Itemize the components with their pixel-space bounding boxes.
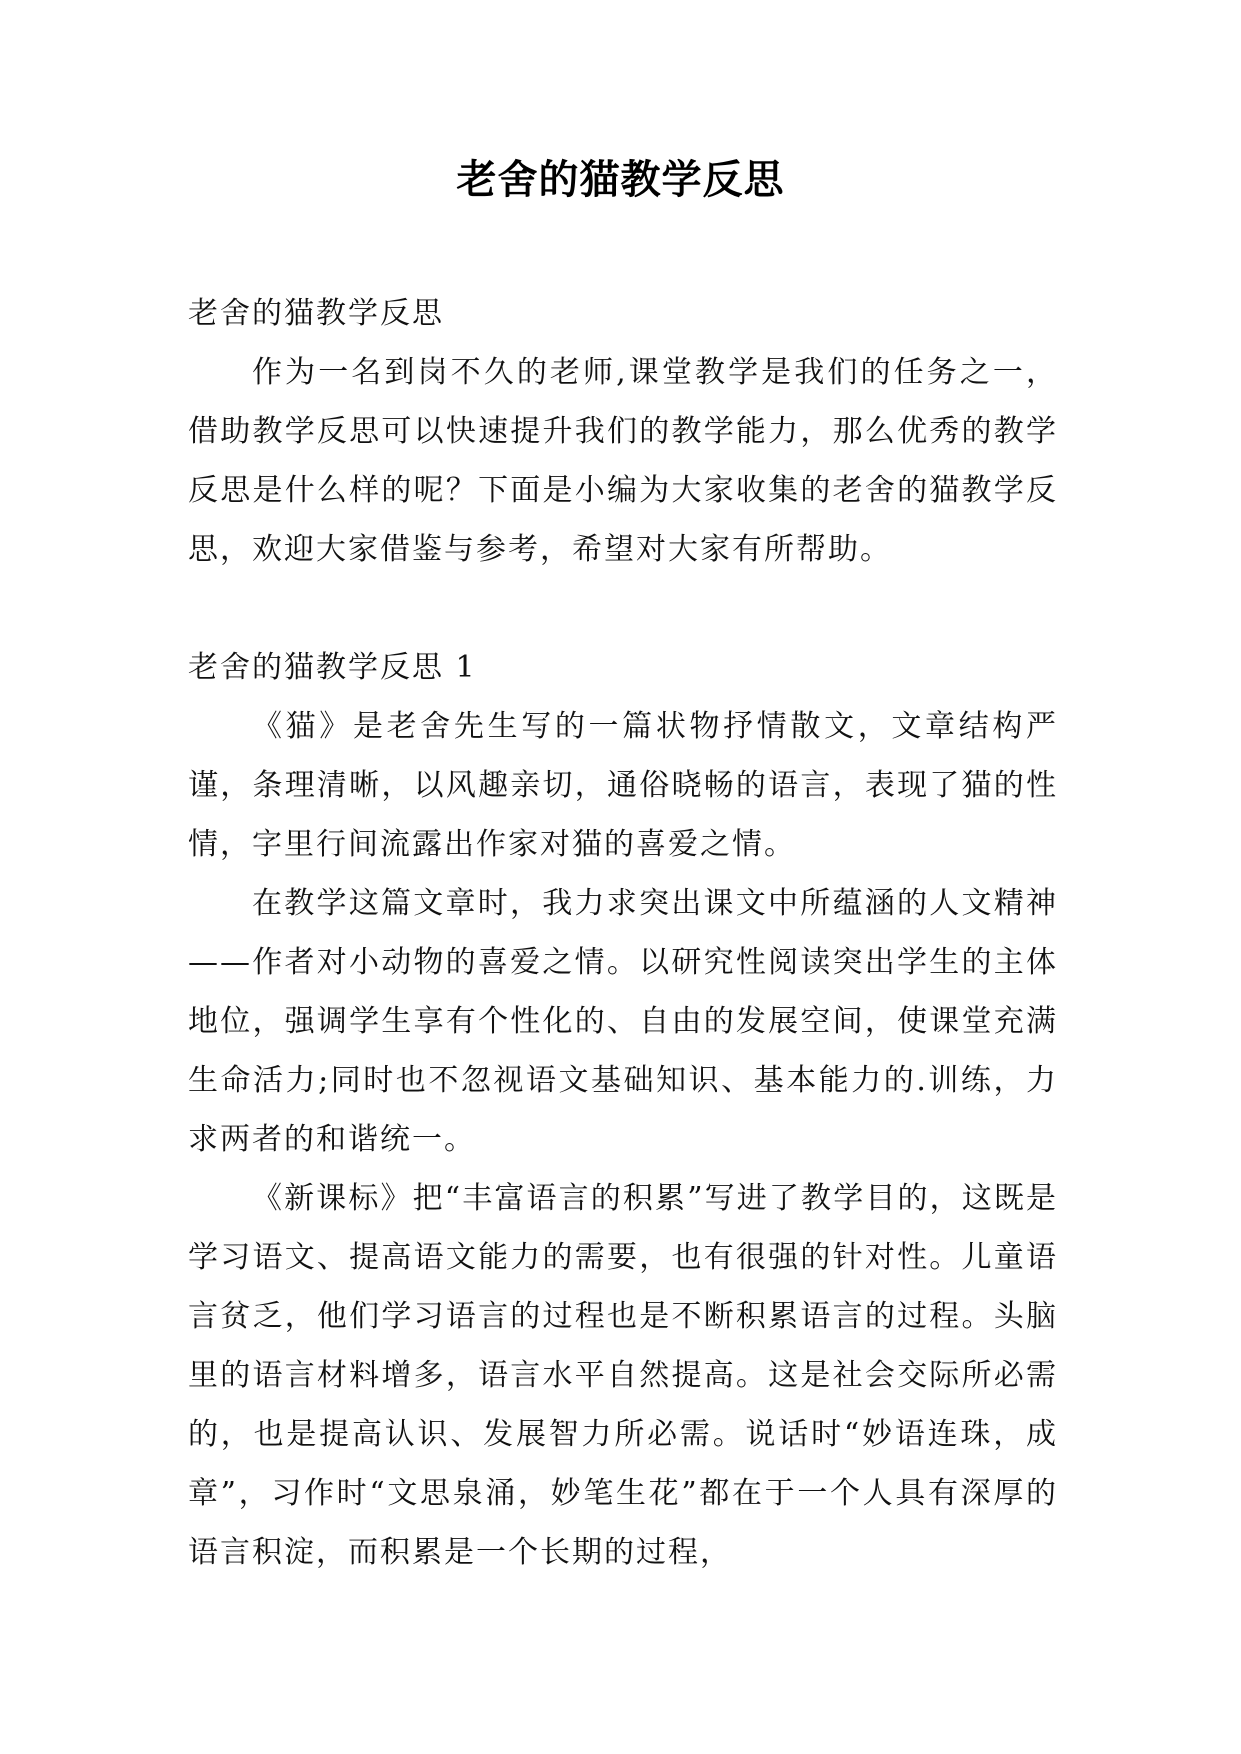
section-gap [188, 579, 1058, 638]
intro-paragraph: 作为一名到岗不久的老师,课堂教学是我们的任务之一，借助教学反思可以快速提升我们的教学能力，那么优秀的教学反思是什么样的呢？下面是小编为大家收集的老舍的猫教学反思，欢迎大家借鉴与参考，希望对大家有所帮助。 [188, 355, 1058, 567]
document-body [188, 284, 1058, 1582]
section-heading: 老舍的猫教学反思 [188, 296, 444, 331]
body-paragraph: 《新课标》把“丰富语言的积累”写进了教学目的，这既是学习语文、提高语文能力的需要，也有很强的针对性。儿童语言贫乏，他们学习语言的过程也是不断积累语言的过程。头脑里的语言材料增多，语言水平自然提高。这是社会交际所必需的，也是提高认识、发展智力所必需。说话时“妙语连珠，成章”，习作时“文思泉涌，妙笔生花”都在于一个人具有深厚的语言积淀，而积累是一个长期的过程， [188, 1181, 1058, 1570]
document-title: 老舍的猫教学反思 [456, 157, 785, 203]
body-paragraph: 《猫》是老舍先生写的一篇状物抒情散文，文章结构严谨，条理清晰，以风趣亲切，通俗晓畅的语言，表现了猫的性情，字里行间流露出作家对猫的喜爱之情。 [188, 709, 1058, 862]
body-paragraph: 在教学这篇文章时，我力求突出课文中所蕴涵的人文精神——作者对小动物的喜爱之情。以研究性阅读突出学生的主体地位，强调学生享有个性化的、自由的发展空间，使课堂充满生命活力;同时也不忽视语文基础知识、基本能力的.训练，力求两者的和谐统一。 [188, 886, 1058, 1157]
section-heading: 老舍的猫教学反思 1 [188, 650, 477, 685]
